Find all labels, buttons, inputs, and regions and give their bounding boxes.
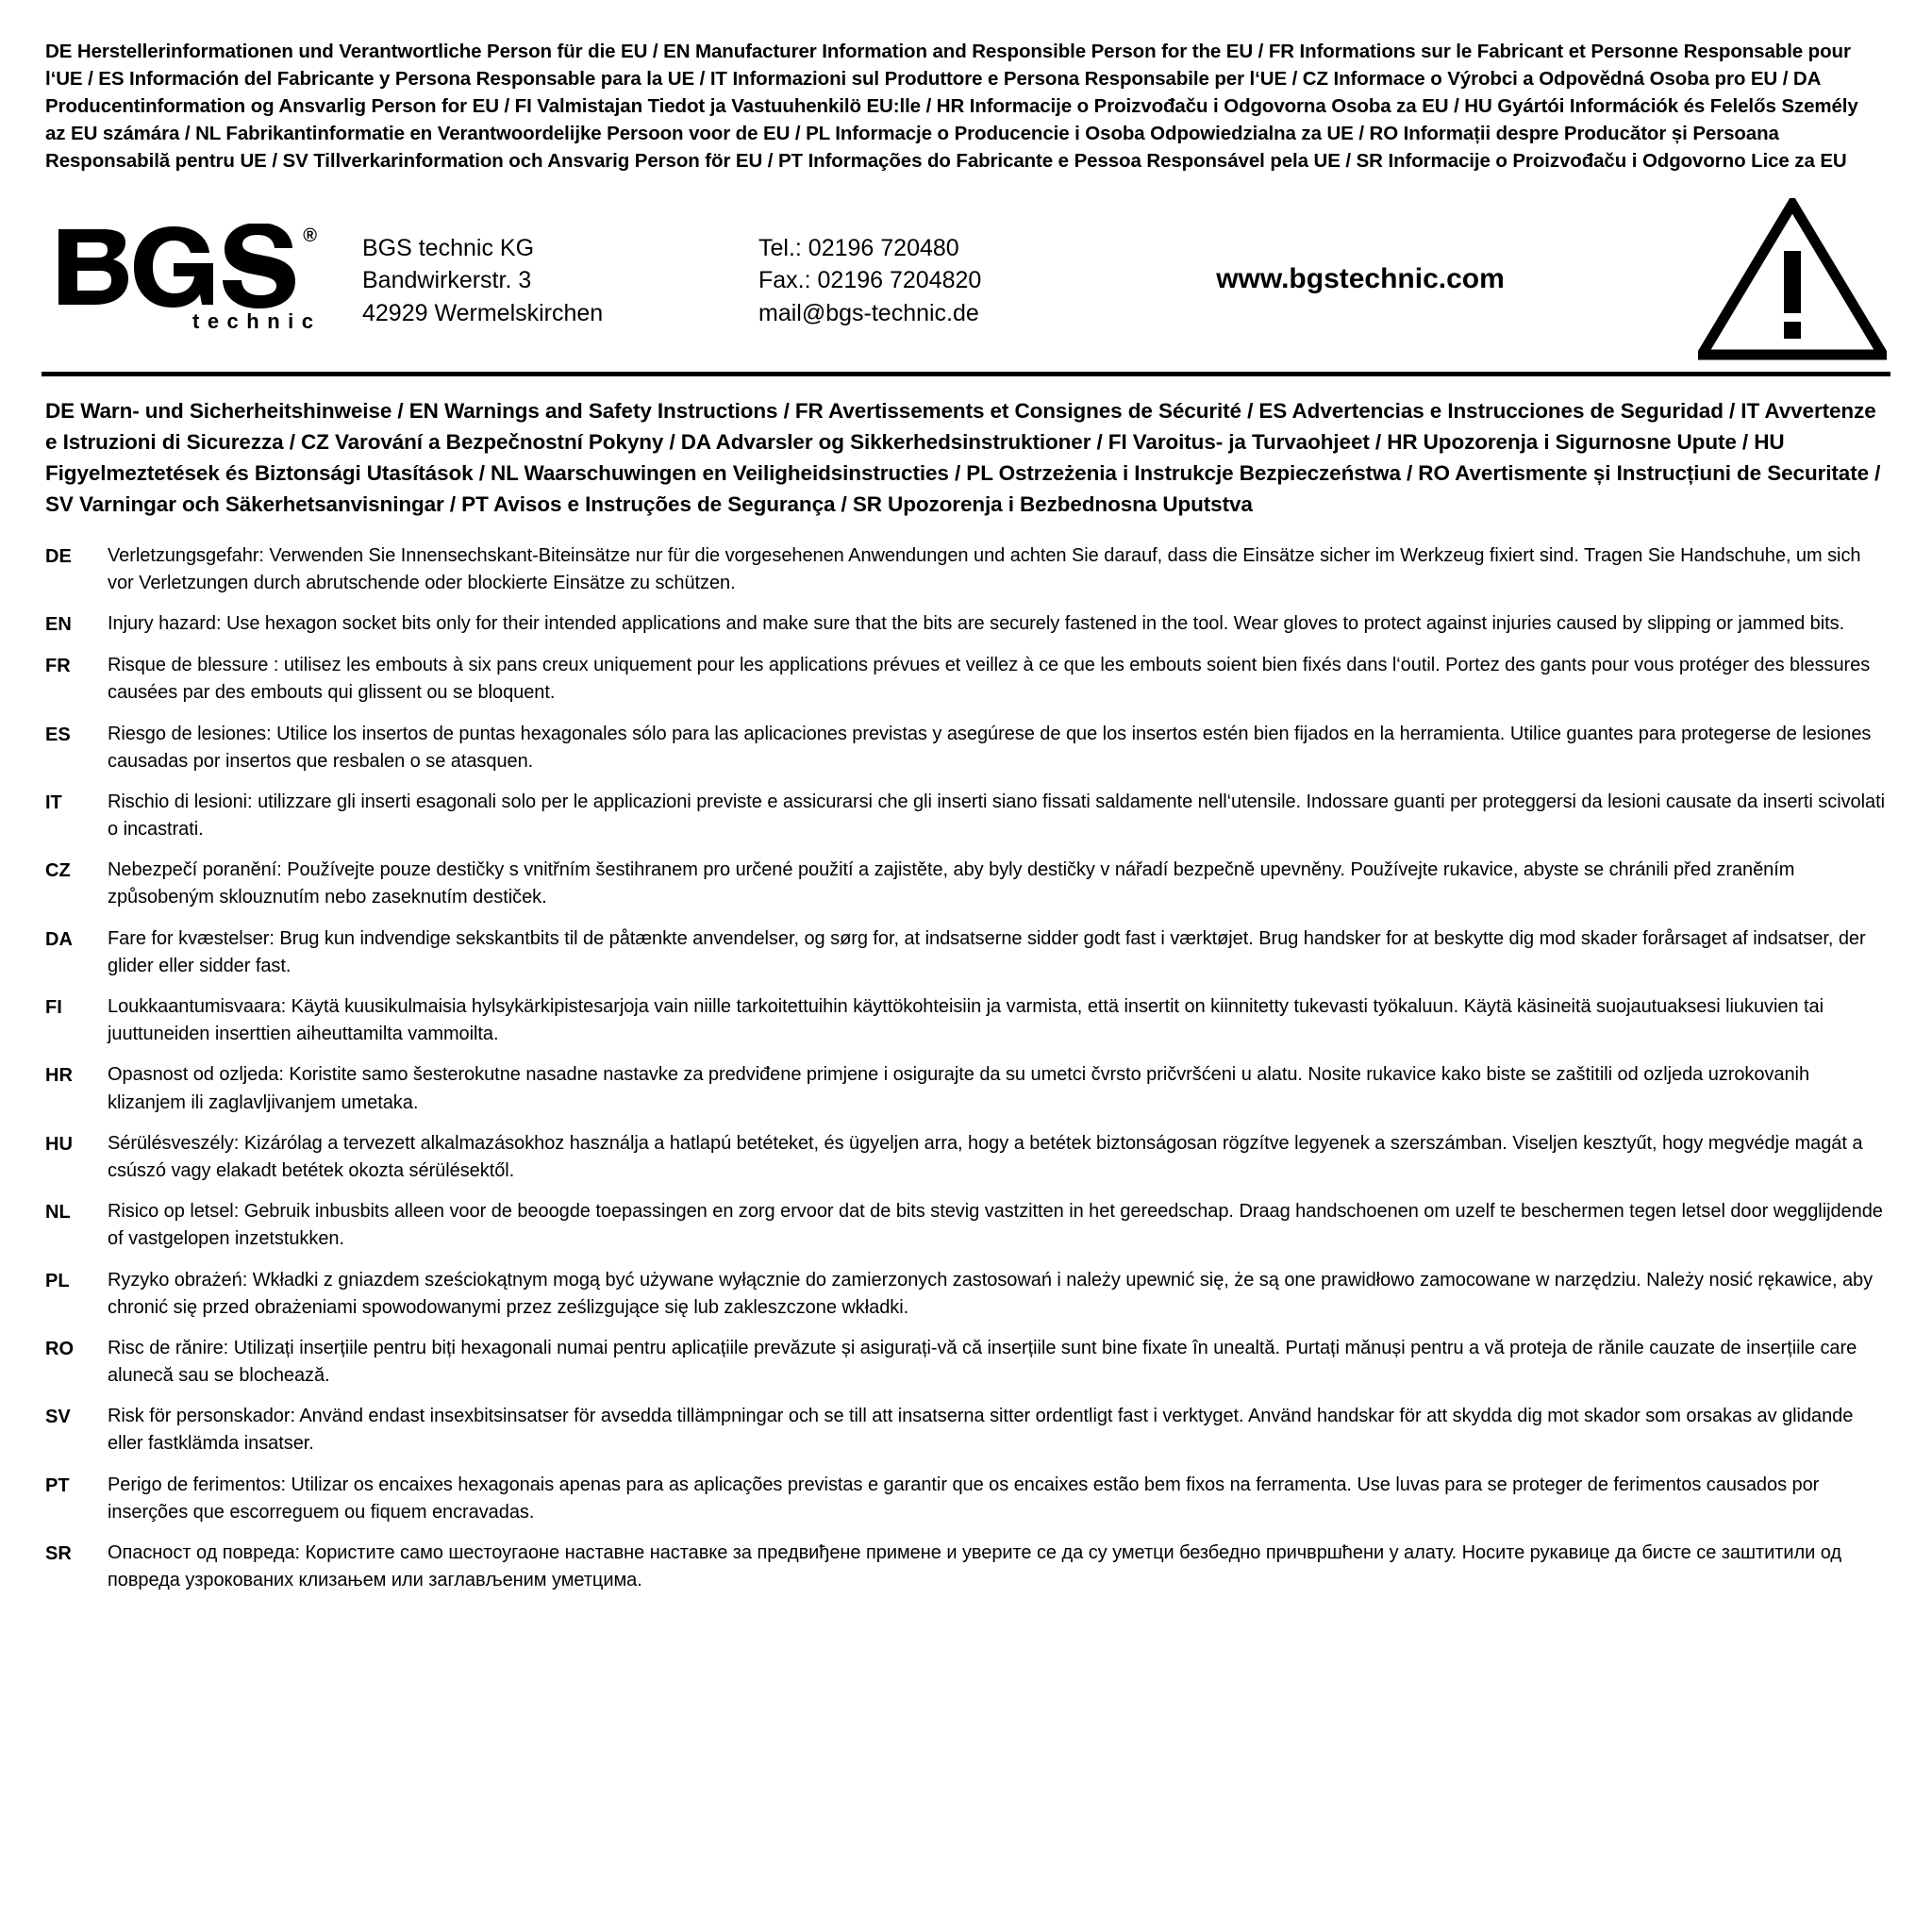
language-code: DE — [45, 545, 72, 567]
list-item — [45, 1267, 1885, 1322]
language-text: Ryzyko obrażeń: Wkładki z gniazdem sześciokątnym mogą być używane wyłącznie do zamierzonych zastosowań i należy upewnić się, że są one prawidłowo zamocowane w narzędziu. Należy nosić rękawice, aby chronić się przed obrażeniami spowodowanymi przez ześlizgujące się lub zakleszczone wkładki. — [108, 1269, 1874, 1318]
language-code: HU — [45, 1133, 73, 1155]
company-fax: Fax.: 02196 7204820 — [758, 267, 982, 294]
list-item — [45, 1061, 1885, 1116]
registered-trademark-icon: ® — [303, 225, 317, 247]
safety-instructions-list — [42, 542, 1890, 1595]
language-text: Verletzungsgefahr: Verwenden Sie Innensechskant-Biteinsätze nur für die vorgesehenen Anwendungen und achten Sie darauf, dass die Einsätze sicher im Werkzeug fixiert sind. Tragen Sie Handschuhe, um sich vor Verletzungen durch abrutschende oder blockierte Einsätze zu schützen. — [108, 544, 1861, 593]
company-name: BGS technic KG — [362, 234, 535, 261]
bgs-logo-mark — [51, 224, 343, 315]
language-code: PL — [45, 1270, 70, 1291]
bgs-logo — [45, 224, 362, 334]
language-code: RO — [45, 1338, 74, 1359]
language-text: Nebezpečí poranění: Používejte pouze destičky s vnitřním šestihranem pro určené použití a zajistěte, aby byly destičky v nářadí bezpečně upevněny. Používejte rukavice, abyste se chránili před zraněním způsobeným sklouznutím nebo zaseknutím destiček. — [108, 859, 1795, 908]
list-item — [45, 925, 1885, 980]
list-item — [45, 610, 1885, 639]
language-code: ES — [45, 724, 71, 745]
company-info-band — [42, 189, 1890, 376]
language-text: Opasnost od ozljeda: Koristite samo šesterokutne nasadne nastavke za predviđene primjene i osigurajte da su umetci čvrsto pričvršćeni u alatu. Nosite rukavice kako biste se zaštitili od ozljeda uzrokovanih klizanjem ili zaglavljivanjem umetaka. — [108, 1064, 1810, 1113]
language-code: FR — [45, 656, 71, 677]
list-item — [45, 993, 1885, 1048]
list-item — [45, 857, 1885, 911]
language-code: IT — [45, 791, 62, 813]
list-item — [45, 1335, 1885, 1390]
warning-triangle-container — [1689, 198, 1887, 360]
language-text: Loukkaantumisvaara: Käytä kuusikulmaisia hylsykärkipistesarjoja vain niille tarkoitettuihin käyttökohteisiin ja varmista, että insertit on kiinnitetty tukevasti työkaluun. Käytä käsineitä suojautuaksesi liukuvien tai juuttuneiden inserttien aiheuttamilta vammoilta. — [108, 996, 1824, 1045]
language-text: Risico op letsel: Gebruik inbusbits alleen voor de beoogde toepassingen en zorg ervoor dat de bits stevig vastzitten in het gereedschap. Draag handschoenen om uzelf te beschermen tegen letsel door wegglijdende of vastgelopen inzetstukken. — [108, 1201, 1883, 1250]
language-text: Riesgo de lesiones: Utilice los insertos de puntas hexagonales sólo para las aplicaciones previstas y asegúrese de que los insertos estén bien fijados en la herramienta. Utilice guantes para protegerse de lesiones causadas por insertos que resbalen o se atasquen. — [108, 723, 1872, 772]
language-text: Risque de blessure : utilisez les embouts à six pans creux uniquement pour les applications prévues et veillez à ce que les embouts soient bien fixés dans l‘outil. Portez des gants pour vous protéger des blessures causées par des embouts qui glissent ou se bloquent. — [108, 655, 1871, 704]
language-text: Fare for kvæstelser: Brug kun indvendige sekskantbits til de påtænkte anvendelser, og sørg for, at indsatserne sidder godt fast i værktøjet. Brug handsker for at beskytte dig mod skader forårsaget af indsatser, der glider eller sidder fast. — [108, 927, 1866, 976]
language-text: Sérülésveszély: Kizárólag a tervezett alkalmazásokhoz használja a hatlapú betéteket, és ügyeljen arra, hogy a betétek biztonságosan rögzítve legyenek a szerszámban. Viseljen kesztyűt, hogy megvédje magát a csúszó vagy elakadt betétek okozta sérülésektől. — [108, 1132, 1863, 1181]
list-item — [45, 1130, 1885, 1185]
list-item — [45, 1403, 1885, 1457]
language-code: DA — [45, 928, 73, 950]
list-item — [45, 652, 1885, 707]
list-item — [45, 1198, 1885, 1253]
company-website: www.bgstechnic.com — [1216, 262, 1505, 294]
list-item — [45, 1472, 1885, 1526]
language-text: Injury hazard: Use hexagon socket bits only for their intended applications and make sure that the bits are securely fastened in the tool. Wear gloves to protect against injuries caused by slipping or jammed bits. — [108, 613, 1845, 635]
language-code: EN — [45, 614, 72, 636]
bgs-logo-subtitle: technic — [192, 309, 322, 334]
warning-triangle-icon — [1698, 198, 1887, 360]
language-text: Опасност од повреда: Користите само шестоугаоне наставне наставке за предвиђене примене и уверите се да су уметци безбедно причвршћени у алату. Носите рукавице да бисте се заштитили од повреда узрокованих клизањем или заглављеним уметцима. — [108, 1542, 1841, 1591]
language-text: Perigo de ferimentos: Utilizar os encaixes hexagonais apenas para as aplicações previstas e garantir que os encaixes estão bem fixos na ferramenta. Use luvas para se proteger de ferimentos causados por inserções que escorreguem ou fiquem encravadas. — [108, 1474, 1820, 1523]
company-telephone: Tel.: 02196 720480 — [758, 234, 959, 261]
company-street: Bandwirkerstr. 3 — [362, 267, 532, 294]
language-code: HR — [45, 1065, 73, 1087]
language-code: NL — [45, 1202, 71, 1224]
language-code: SV — [45, 1407, 71, 1428]
list-item — [45, 789, 1885, 843]
company-email: mail@bgs-technic.de — [758, 299, 979, 326]
language-code: CZ — [45, 860, 71, 882]
safety-instructions-heading: DE Warn- und Sicherheitshinweise / EN Warnings and Safety Instructions / FR Avertissements et Consignes de Sécurité / ES Advertencias e Instrucciones de Seguridad / IT Avvertenze e Istruzioni di Sicurezza / CZ Varování a Bezpečnostní Pokyny / DA Advarsler og Sikkerhedsinstruktioner / FI Varoitus- ja Turvaohjeet / HR Upozorenja i Sigurnosne Upute / HU Figyelmeztetések és Biztonsági Utasítások / NL Waarschuwingen en Veiligheidsinstructies / PL Ostrzeżenia i Instrukcje Bezpieczeństwa / RO Avertismente și Instrucțiuni de Securitate / SV Varningar och Säkerhetsanvisningar / PT Avisos e Instruções de Segurança / SR Upozorenja i Bezbednosna Uputstva — [45, 398, 1881, 516]
bgs-wordmark-icon — [51, 224, 334, 310]
language-code: SR — [45, 1543, 72, 1565]
company-address — [362, 228, 758, 330]
language-code: PT — [45, 1474, 70, 1496]
language-text: Rischio di lesioni: utilizzare gli inserti esagonali solo per le applicazioni previste e assicurarsi che gli inserti siano fissati saldamente nell‘utensile. Indossare guanti per proteggersi da lesioni causate da inserti scivolati o incastrati. — [108, 791, 1885, 841]
company-city: 42929 Wermelskirchen — [362, 299, 604, 326]
language-code: FI — [45, 997, 62, 1019]
list-item — [45, 721, 1885, 775]
list-item — [45, 1540, 1885, 1594]
language-text: Risk för personskador: Använd endast insexbitsinsatser för avsedda tillämpningar och se till att insatserna sitter ordentligt fast i verktyget. Använd handskar för att skydda dig mot skador som orsakas av glidande eller fastklämda insatser. — [108, 1406, 1854, 1455]
list-item — [45, 542, 1885, 597]
manufacturer-info-heading: DE Herstellerinformationen und Verantwortliche Person für die EU / EN Manufacturer Information and Responsible Person for the EU / FR Informations sur le Fabricant et Personne Responsable pour l‘UE / ES Información del Fabricante y Persona Responsable para la UE / IT Informazioni sul Produttore e Persona Responsabile per l‘UE / CZ Informace o Výrobci a Odpovědná Osoba pro EU / DA Producentinformation og Ansvarlig Person for EU / FI Valmistajan Tiedot ja Vastuuhenkilö EU:lle / HR Informacije o Proizvođaču i Odgovorna Osoba za EU / HU Gyártói Információk és Felelős Személy az EU számára / NL Fabrikantinformatie en Verantwoordelijke Persoon voor de EU / PL Informacje o Producencie i Osoba Odpowiedzialna za UE / RO Informații despre Producător și Persoana Responsabilă pentru UE / SV Tillverkarinformation och Ansvarig Person för EU / PT Informações do Fabricante e Pessoa Responsável pela UE / SR Informacije o Proizvođaču i Odgovorno Lice za EU — [45, 41, 1858, 173]
company-contact — [758, 228, 1070, 330]
language-text: Risc de rănire: Utilizați inserțiile pentru biți hexagonali numai pentru aplicațiile prevăzute și asigurați-vă că inserțiile sunt bine fixate în unealtă. Purtați mănuși pentru a vă proteja de rănile cauzate de inserțiile care alunecă sau se blochează. — [108, 1337, 1857, 1387]
